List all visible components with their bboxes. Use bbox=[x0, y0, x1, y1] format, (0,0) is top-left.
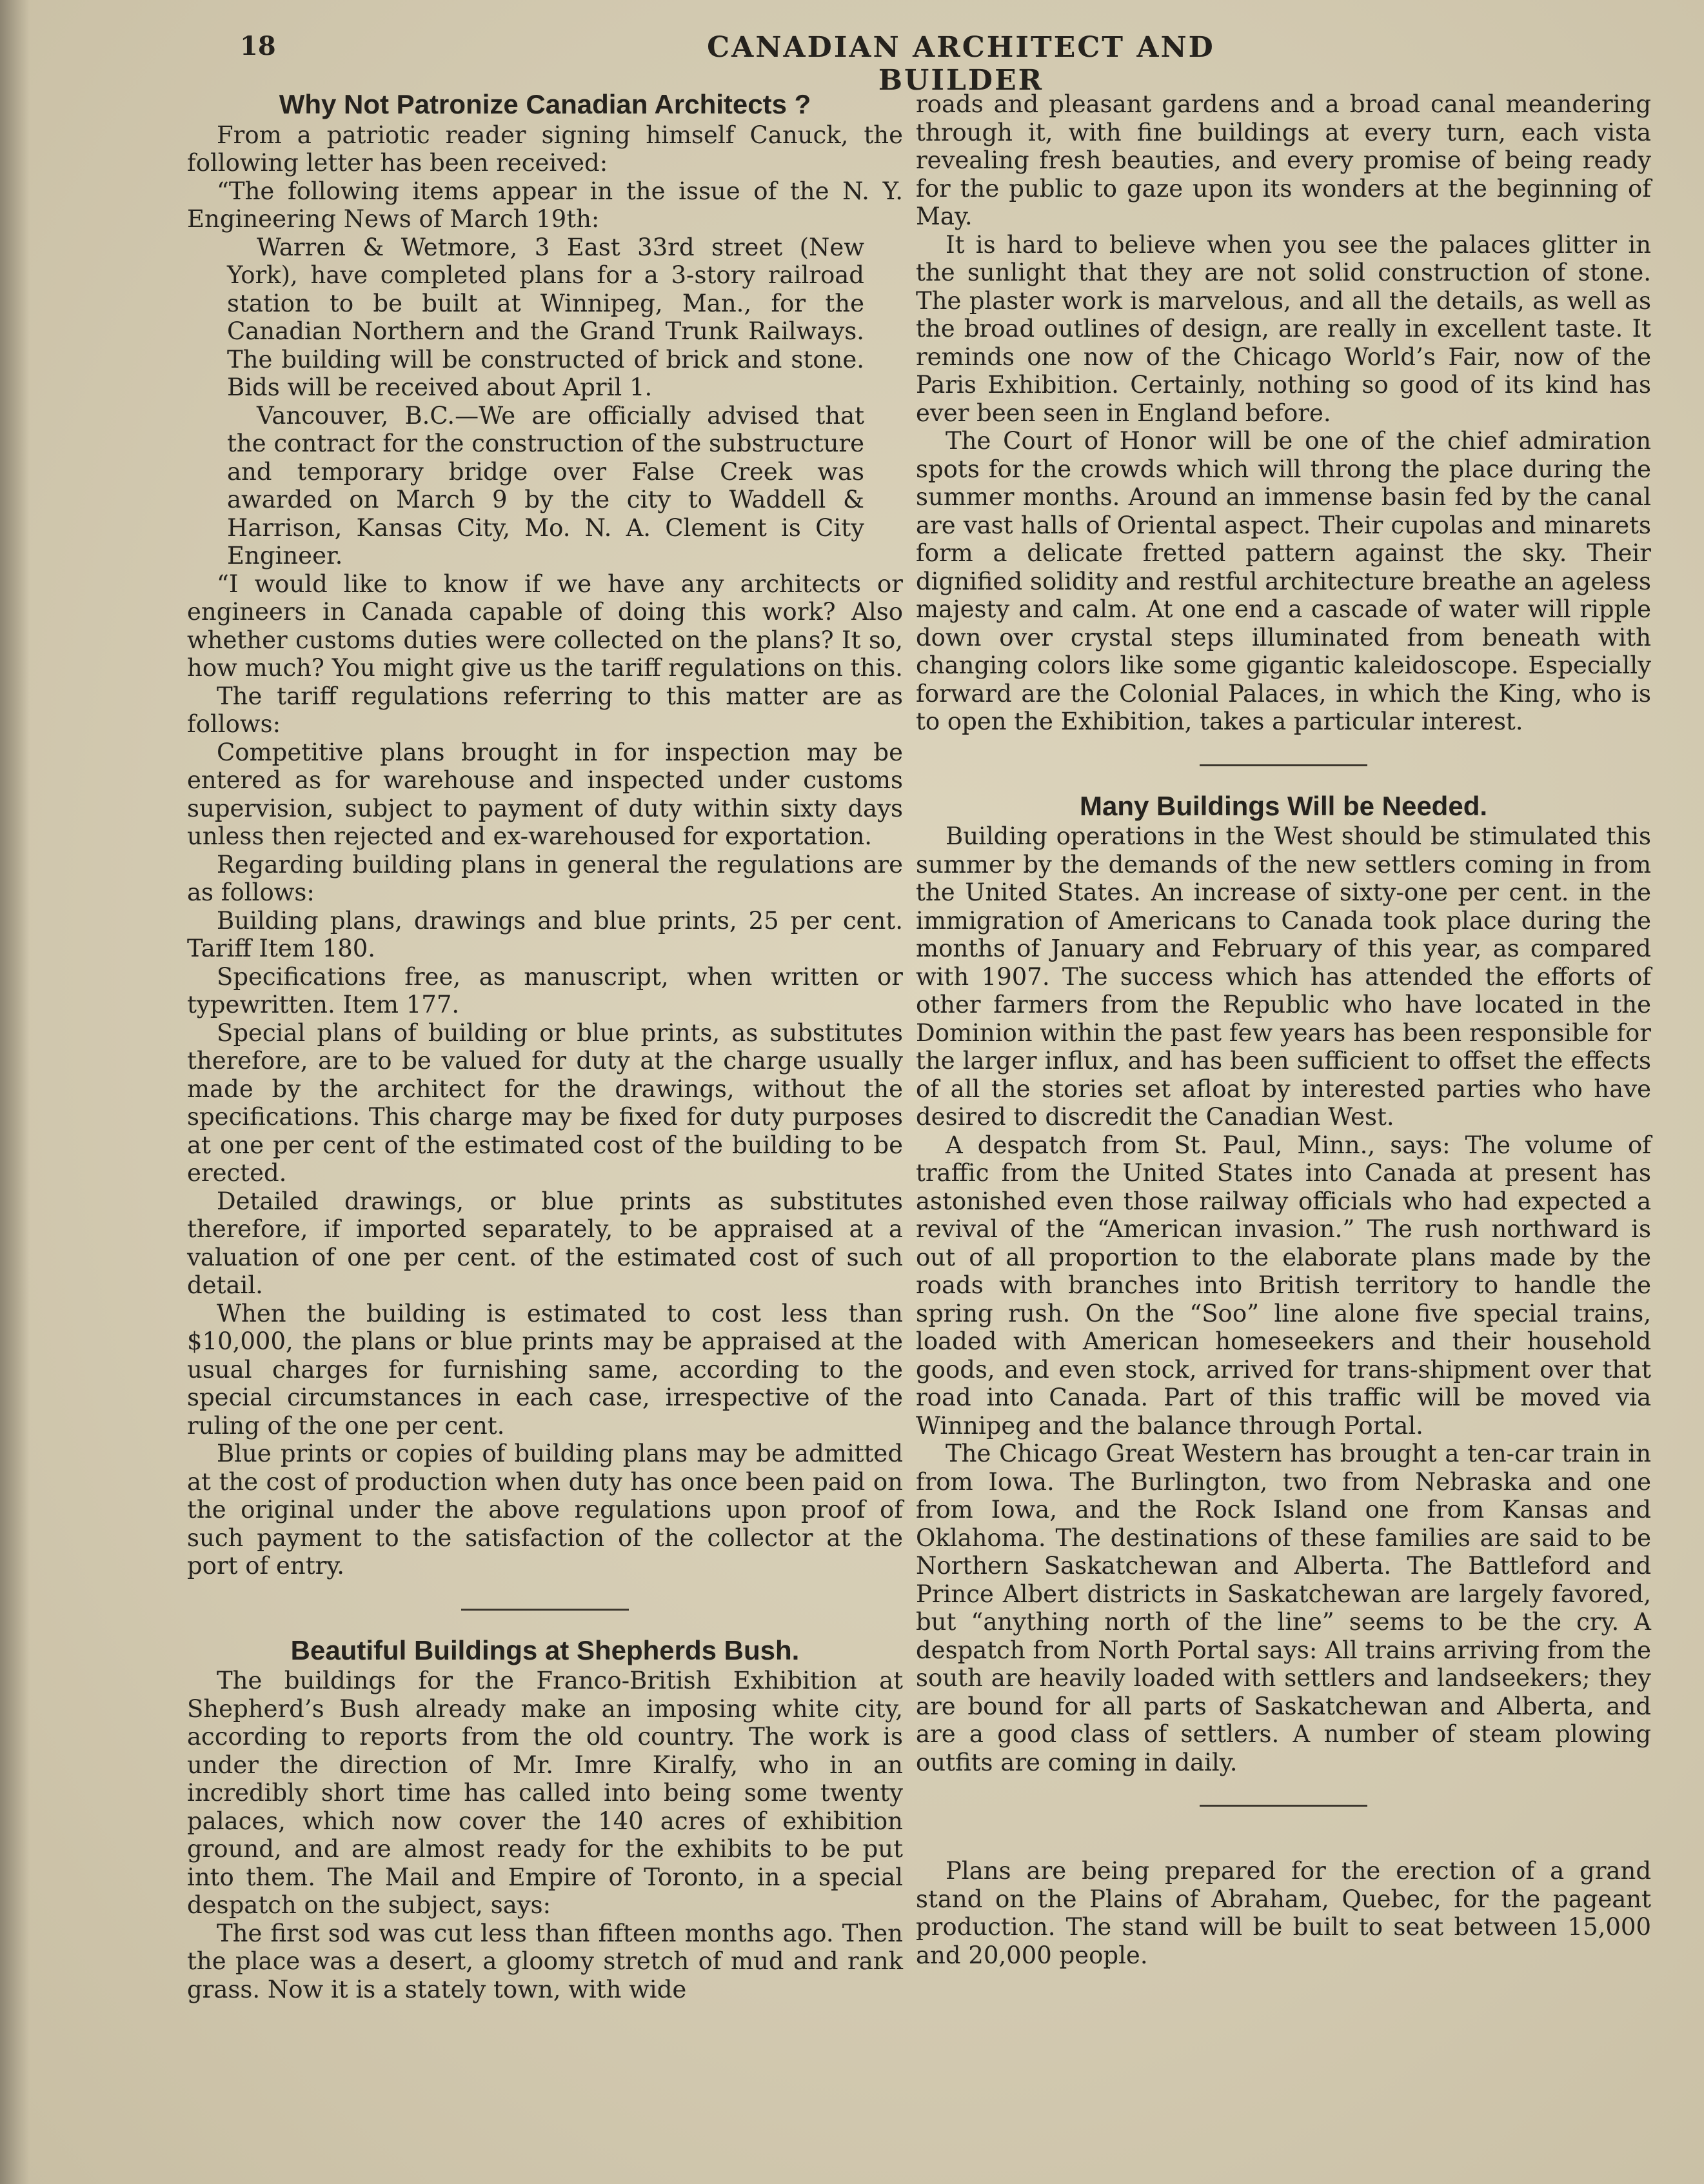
article-paragraph: Plans are being prepared for the erection of a grand stand on the Plains of Abraham, Quebec, for the pageant production. The stand will be built to seat between 15,000 and 20,000 people. bbox=[916, 1857, 1651, 1969]
regulation-paragraph: Special plans of building or blue prints, as substitutes therefore, are to be valued for duty at the charge usually made by the architect for the drawings, without the specifications. This charge may be fixed for duty purposes at one per cent of the estimated cost of the building to be erected. bbox=[187, 1018, 903, 1187]
quoted-item-vancouver: Vancouver, B.C.—We are officially advised that the contract for the construction of the substructure and temporary bridge over False Creek was awarded on March 9 by the city to Waddell & Harrison, Kansas City, Mo. N. A. Clement is City Engineer. bbox=[227, 401, 864, 570]
section-divider bbox=[461, 1609, 629, 1611]
regulation-paragraph: Blue prints or copies of building plans may be admitted at the cost of production when duty has once been paid on the original under the above regulations upon proof of such payment to the satisfaction of the collector at the port of entry. bbox=[187, 1440, 903, 1580]
section-divider bbox=[1200, 1805, 1367, 1807]
article-paragraph: Regarding building plans in general the regulations are as follows: bbox=[187, 850, 903, 906]
article-paragraph: It is hard to believe when you see the palaces glitter in the sunlight that they are not solid construction of stone. The plaster work is marvelous, and all the details, as well as the broad outlines of design, are really in excellent taste. It reminds one now of the Chicago World’s Fair, now of the Paris Exhibition. Certainly, nothing so good of its kind has ever been seen in England before. bbox=[916, 230, 1651, 427]
article-title-many-buildings: Many Buildings Will be Needed. bbox=[1079, 790, 1488, 821]
spacer bbox=[916, 1832, 1651, 1857]
continued-paragraph: roads and pleasant gardens and a broad canal meandering through it, with fine buildings at every turn, each vista revealing fresh beauties, and every promise of being ready for the public to gaze upon its wonders at the beginning of May. bbox=[916, 90, 1651, 230]
article-title-shepherds-bush: Beautiful Buildings at Shepherds Bush. bbox=[290, 1634, 800, 1665]
regulation-paragraph: Specifications free, as manuscript, when written or typewritten. Item 177. bbox=[187, 962, 903, 1018]
right-column bbox=[916, 90, 1651, 1969]
article-paragraph: A despatch from St. Paul, Minn., says: The volume of traffic from the United States into Canada at present has astonished even those railway officials who had expected a revival of the “American invasion.” The rush northward is out of all proportion to the elaborate plans made by the roads with branches into British territory to handle the spring rush. On the “Soo” line alone five special trains, loaded with American homeseekers and their household goods, and even stock, arrived for trans-shipment over that road into Canada. Part of this traffic will be moved via Winnipeg and the balance through Portal. bbox=[916, 1131, 1651, 1440]
article-paragraph: The Court of Honor will be one of the chief admiration spots for the crowds which will throng the place during the summer months. Around an immense basin fed by the canal are vast halls of Oriental aspect. Their cupolas and minarets form a delicate fretted pattern against the sky. Their dignified solidity and restful architecture breathe an ageless majesty and calm. At one end a cascade of water will ripple down over crystal steps illuminated from beneath with changing colors like some gigantic kaleidoscope. Especially forward are the Colonial Palaces, in which the King, who is to open the Exhibition, takes a particular interest. bbox=[916, 427, 1651, 735]
left-column bbox=[187, 90, 903, 2003]
article-paragraph: The tariff regulations referring to this matter are as follows: bbox=[187, 682, 903, 738]
article-paragraph: The Chicago Great Western has brought a ten-car train in from Iowa. The Burlington, two from Nebraska and one from Iowa, and the Rock Island one from Kansas and Oklahoma. The destinations of these families are said to be Northern Saskatchewan and Alberta. The Battleford and Prince Albert districts in Saskatchewan are largely favored, but “anything north of the line” seems to be the cry. A despatch from North Portal says: All trains arriving from the south are heavily loaded with settlers and landseekers; they are bound for all parts of Saskatchewan and Alberta, and are a good class of settlers. A number of steam plowing outfits are coming in daily. bbox=[916, 1440, 1651, 1776]
page-number: 18 bbox=[240, 31, 276, 61]
article-paragraph: From a patriotic reader signing himself Canuck, the following letter has been received: bbox=[187, 121, 903, 177]
regulation-paragraph: Building plans, drawings and blue prints, 25 per cent. Tariff Item 180. bbox=[187, 906, 903, 962]
regulation-paragraph: Detailed drawings, or blue prints as substitutes therefore, if imported separately, to be appraised at a valuation of one per cent. of the estimated cost of such detail. bbox=[187, 1187, 903, 1299]
letter-paragraph: “I would like to know if we have any architects or engineers in Canada capable of doing this work? Also whether customs duties were collected on the plans? It so, how much? You might give us the tariff regulations on this. bbox=[187, 570, 903, 682]
article-title-architects: Why Not Patronize Canadian Architects ? bbox=[279, 89, 811, 119]
section-divider bbox=[1200, 764, 1367, 766]
letter-paragraph: “The following items appear in the issue of the N. Y. Engineering News of March 19th: bbox=[187, 177, 903, 233]
regulation-paragraph: When the building is estimated to cost less than $10,000, the plans or blue prints may be appraised at the usual charges for furnishing same, according to the special circumstances in each case, irrespective of the ruling of the one per cent. bbox=[187, 1299, 903, 1440]
article-paragraph: The first sod was cut less than fifteen months ago. Then the place was a desert, a gloomy stretch of mud and rank grass. Now it is a stately town, with wide bbox=[187, 1919, 903, 2003]
page-binding-shadow bbox=[0, 0, 30, 2184]
article-paragraph: Building operations in the West should be stimulated this summer by the demands of the new settlers coming in from the United States. An increase of sixty-one per cent. in the immigration of Americans to Canada took place during the months of January and February of this year, as compared with 1907. The success which has attended the efforts of other farmers from the Republic who have located in the Dominion within the past few years has been responsible for the larger influx, and has been sufficient to offset the effects of all the stories set afloat by interested parties who have desired to discredit the Canadian West. bbox=[916, 822, 1651, 1131]
article-paragraph: The buildings for the Franco-British Exhibition at Shepherd’s Bush already make an imposing white city, according to reports from the old country. The work is under the direction of Mr. Imre Kiralfy, who in an incredibly short time has called into being some twenty palaces, which now cover the 140 acres of exhibition ground, and are almost ready for the exhibits to be put into them. The Mail and Empire of Toronto, in a special despatch on the subject, says: bbox=[187, 1667, 903, 1919]
quoted-item-winnipeg: Warren & Wetmore, 3 East 33rd street (New York), have completed plans for a 3-story railroad station to be built at Winnipeg, Man., for the Canadian Northern and the Grand Trunk Railways. The building will be constructed of brick and stone. Bids will be received about April 1. bbox=[227, 233, 864, 401]
regulation-paragraph: Competitive plans brought in for inspection may be entered as for warehouse and inspected under customs supervision, subject to payment of duty within sixty days unless then rejected and ex-warehoused for exportation. bbox=[187, 738, 903, 850]
journal-title: CANADIAN ARCHITECT AND BUILDER bbox=[707, 31, 1215, 97]
